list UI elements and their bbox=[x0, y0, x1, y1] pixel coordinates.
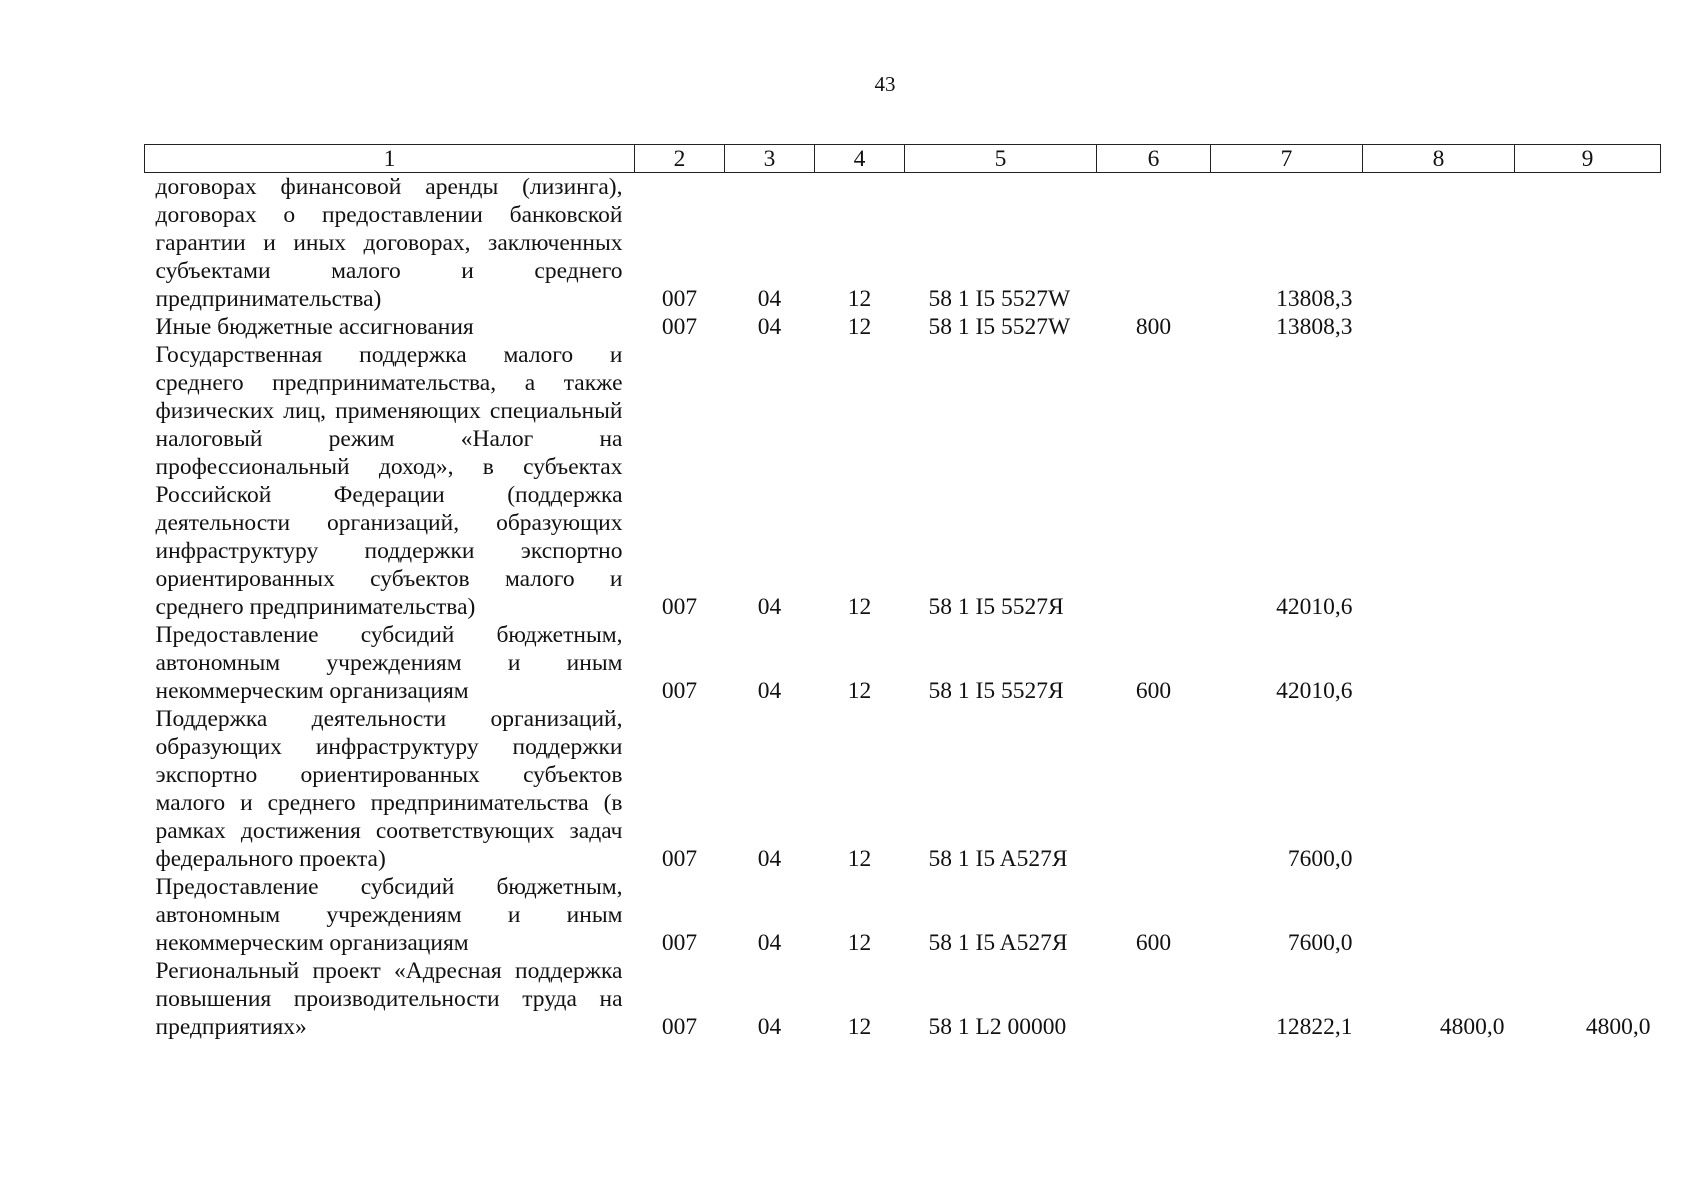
column-header-1: 1 bbox=[145, 145, 635, 173]
target-article-cell: 58 1 I5 5527Я bbox=[928, 594, 1064, 620]
column-header-6: 6 bbox=[1097, 145, 1211, 173]
column-header-7: 7 bbox=[1211, 145, 1363, 173]
page-number: 43 bbox=[874, 72, 896, 96]
sum-col7-cell: 13808,3 bbox=[1276, 286, 1353, 312]
budget-table bbox=[144, 144, 1661, 1041]
sum-col7-cell: 42010,6 bbox=[1276, 594, 1353, 620]
grbs-cell: 007 bbox=[661, 930, 698, 956]
table-row bbox=[145, 173, 1661, 314]
row-name-cell: Предоставление субсидий бюджетным, автономным учреждениям и иным некоммерческим организациям bbox=[155, 622, 623, 704]
grbs-cell: 007 bbox=[661, 678, 698, 704]
row-name-cell: Региональный проект «Адресная поддержка повышения производительности труда на предприятиях» bbox=[155, 958, 623, 1040]
sum-col9-cell bbox=[1515, 621, 1661, 705]
column-header-8: 8 bbox=[1363, 145, 1515, 173]
sum-col7-cell: 42010,6 bbox=[1276, 678, 1353, 704]
table-row bbox=[145, 313, 1661, 341]
column-number-row bbox=[145, 145, 1661, 173]
table-row bbox=[145, 341, 1661, 621]
table-row bbox=[145, 957, 1661, 1041]
grbs-cell: 007 bbox=[661, 286, 698, 312]
expense-type-cell bbox=[1097, 341, 1211, 621]
grbs-cell: 007 bbox=[661, 1014, 698, 1040]
target-article-cell: 58 1 I5 A527Я bbox=[928, 846, 1068, 872]
table-row bbox=[145, 705, 1661, 873]
target-article-cell: 58 1 I5 5527W bbox=[928, 286, 1071, 312]
section-cell: 04 bbox=[757, 678, 782, 704]
section-cell: 04 bbox=[757, 846, 782, 872]
sum-col8-cell bbox=[1363, 873, 1515, 957]
table-row bbox=[145, 621, 1661, 705]
sum-col8-cell bbox=[1363, 621, 1515, 705]
grbs-cell: 007 bbox=[661, 314, 698, 340]
sum-col8-cell: 4800,0 bbox=[1439, 1014, 1505, 1040]
target-article-cell: 58 1 L2 00000 bbox=[928, 1014, 1067, 1040]
subsection-cell: 12 bbox=[847, 678, 872, 704]
subsection-cell: 12 bbox=[847, 314, 872, 340]
sum-col7-cell: 13808,3 bbox=[1276, 314, 1353, 340]
row-name-cell: Предоставление субсидий бюджетным, автономным учреждениям и иным некоммерческим организациям bbox=[155, 874, 623, 956]
subsection-cell: 12 bbox=[847, 286, 872, 312]
column-header-5: 5 bbox=[905, 145, 1097, 173]
row-name-cell: договорах финансовой аренды (лизинга), договорах о предоставлении банковской гарантии и иных договорах, заключенных субъектами малого и среднего предпринимательства) bbox=[155, 174, 623, 312]
target-article-cell: 58 1 I5 A527Я bbox=[928, 930, 1068, 956]
row-name-cell: Поддержка деятельности организаций, образующих инфраструктуру поддержки экспортно ориентированных субъектов малого и среднего предпринимательства (в рамках достижения соответствующих задач федерального проекта) bbox=[155, 706, 623, 872]
sum-col9-cell bbox=[1515, 705, 1661, 873]
subsection-cell: 12 bbox=[847, 1014, 872, 1040]
grbs-cell: 007 bbox=[661, 846, 698, 872]
expense-type-cell: 800 bbox=[1135, 314, 1172, 340]
column-header-4: 4 bbox=[815, 145, 905, 173]
subsection-cell: 12 bbox=[847, 846, 872, 872]
sum-col9-cell bbox=[1515, 341, 1661, 621]
subsection-cell: 12 bbox=[847, 594, 872, 620]
expense-type-cell bbox=[1097, 173, 1211, 314]
table-body bbox=[145, 173, 1661, 1042]
grbs-cell: 007 bbox=[661, 594, 698, 620]
sum-col9-cell: 4800,0 bbox=[1585, 1014, 1651, 1040]
table-row bbox=[145, 873, 1661, 957]
sum-col8-cell bbox=[1363, 173, 1515, 314]
expense-type-cell: 600 bbox=[1135, 678, 1172, 704]
row-name-cell: Государственная поддержка малого и среднего предпринимательства, а также физических лиц, применяющих специальный налоговый режим «Налог на профессиональный доход», в субъектах Российской Федерации (поддержка деятельности организаций, образующих инфраструктуру поддержки экспортно ориентированных субъектов малого и среднего предпринимательства) bbox=[155, 342, 623, 620]
expense-type-cell bbox=[1097, 957, 1211, 1041]
table-header bbox=[145, 145, 1661, 173]
section-cell: 04 bbox=[757, 594, 782, 620]
sum-col7-cell: 12822,1 bbox=[1276, 1014, 1353, 1040]
sum-col9-cell bbox=[1515, 173, 1661, 314]
target-article-cell: 58 1 I5 5527Я bbox=[928, 678, 1064, 704]
sum-col8-cell bbox=[1363, 705, 1515, 873]
column-header-9: 9 bbox=[1515, 145, 1661, 173]
expense-type-cell: 600 bbox=[1135, 930, 1172, 956]
section-cell: 04 bbox=[757, 286, 782, 312]
sum-col7-cell: 7600,0 bbox=[1287, 930, 1353, 956]
target-article-cell: 58 1 I5 5527W bbox=[928, 314, 1071, 340]
section-cell: 04 bbox=[757, 314, 782, 340]
section-cell: 04 bbox=[757, 930, 782, 956]
sum-col7-cell: 7600,0 bbox=[1287, 846, 1353, 872]
sum-col9-cell bbox=[1515, 313, 1661, 341]
row-name-cell: Иные бюджетные ассигнования bbox=[155, 314, 474, 340]
expense-type-cell bbox=[1097, 705, 1211, 873]
section-cell: 04 bbox=[757, 1014, 782, 1040]
sum-col9-cell bbox=[1515, 873, 1661, 957]
subsection-cell: 12 bbox=[847, 930, 872, 956]
sum-col8-cell bbox=[1363, 313, 1515, 341]
sum-col8-cell bbox=[1363, 341, 1515, 621]
column-header-2: 2 bbox=[635, 145, 725, 173]
column-header-3: 3 bbox=[725, 145, 815, 173]
